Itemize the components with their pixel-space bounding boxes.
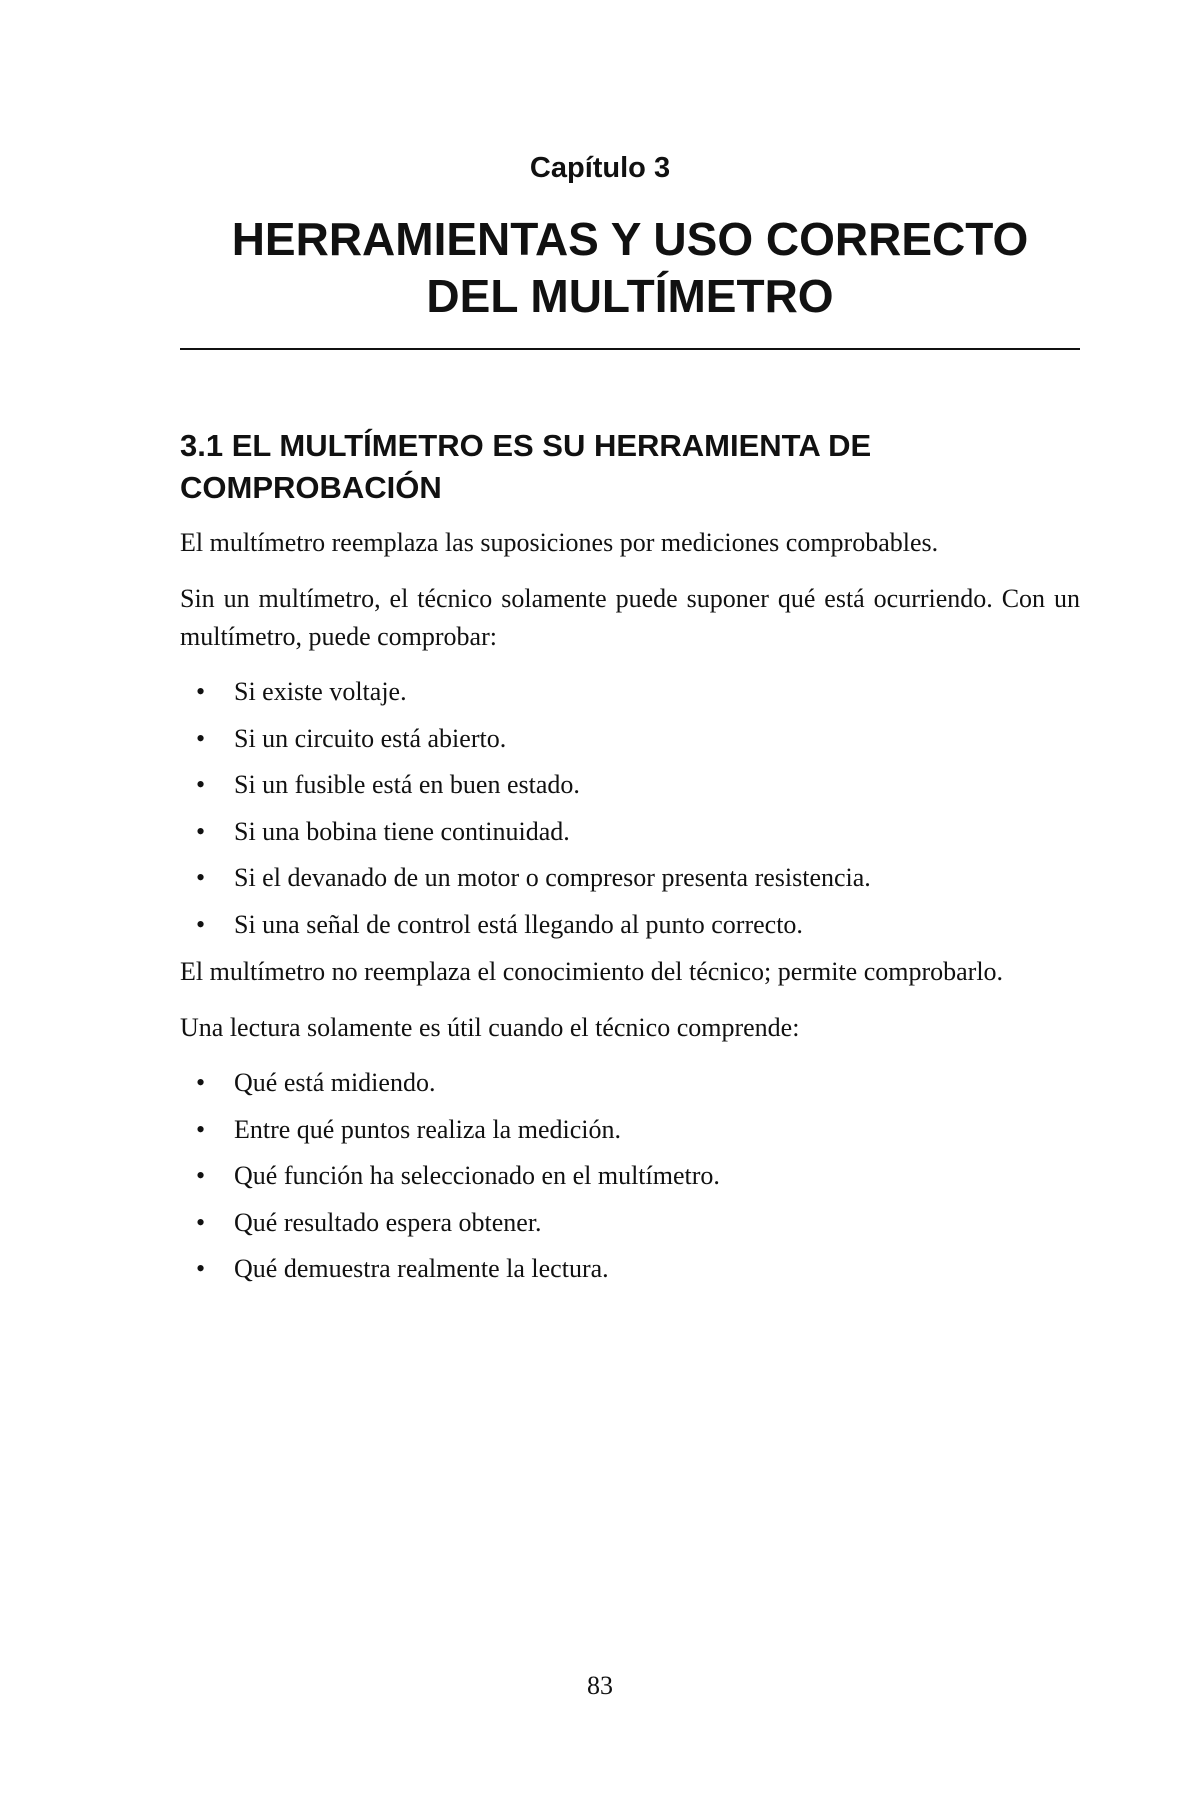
bullet-icon: • — [196, 909, 206, 939]
bullet-icon: • — [196, 770, 206, 799]
list-item — [180, 1251, 1080, 1287]
bullet-icon: • — [196, 863, 206, 892]
list-item-text: Si una bobina tiene continuidad. — [234, 816, 570, 846]
list-item — [180, 907, 1080, 943]
list-item — [180, 1112, 1080, 1148]
list-item-text: Qué resultado espera obtener. — [234, 1207, 542, 1237]
understanding-list — [180, 1065, 1080, 1287]
section-heading-line-1: 3.1 EL MULTÍMETRO ES SU HERRAMIENTA DE — [180, 428, 872, 463]
chapter-title-line-1: HERRAMIENTAS Y USO CORRECTO — [231, 213, 1029, 265]
list-item-text: Qué está midiendo. — [234, 1068, 436, 1097]
list-item — [180, 1205, 1080, 1241]
chapter-title-line-2: DEL MULTÍMETRO — [426, 270, 834, 322]
list-item — [180, 721, 1080, 757]
list-item-text: Qué demuestra realmente la lectura. — [234, 1254, 609, 1283]
list-item-text: Si un circuito está abierto. — [234, 723, 507, 753]
list-item-text: Qué función ha seleccionado en el multímetro. — [234, 1161, 720, 1190]
bullet-icon: • — [196, 1254, 206, 1283]
list-item-text: Si existe voltaje. — [234, 677, 407, 706]
list-item-text: Si un fusible está en buen estado. — [234, 770, 580, 799]
list-item — [180, 767, 1080, 803]
list-item — [180, 814, 1080, 850]
list-item — [180, 1158, 1080, 1194]
list-item — [180, 1065, 1080, 1101]
paragraph-4: Una lectura solamente es útil cuando el técnico comprende: — [180, 1013, 800, 1042]
section-heading — [180, 425, 1080, 509]
bullet-icon: • — [196, 677, 206, 706]
paragraph-3: El multímetro no reemplaza el conocimiento del técnico; permite comprobarlo. — [180, 957, 1004, 986]
chapter-title — [180, 211, 1080, 325]
section-heading-line-2: COMPROBACIÓN — [180, 470, 442, 505]
bullet-icon: • — [196, 1068, 206, 1097]
bullet-icon: • — [196, 723, 206, 753]
checks-list — [180, 674, 1080, 943]
list-item — [180, 674, 1080, 710]
bullet-icon: • — [196, 1161, 206, 1190]
title-divider — [180, 348, 1080, 350]
list-item-text: Entre qué puntos realiza la medición. — [234, 1114, 621, 1144]
page-number: 83 — [587, 1671, 613, 1700]
paragraph-1: El multímetro reemplaza las suposiciones por mediciones comprobables. — [180, 528, 939, 557]
list-item — [180, 860, 1080, 896]
paragraph-2: Sin un multímetro, el técnico solamente puede suponer qué está ocurriendo. Con un multímetro, puede comprobar: — [180, 584, 1080, 651]
chapter-label: Capítulo 3 — [529, 152, 671, 184]
section-content — [180, 425, 1080, 1298]
bullet-icon: • — [196, 1207, 206, 1237]
list-item-text: Si una señal de control está llegando al punto correcto. — [234, 909, 803, 939]
bullet-icon: • — [196, 816, 206, 846]
bullet-icon: • — [196, 1114, 206, 1144]
list-item-text: Si el devanado de un motor o compresor presenta resistencia. — [234, 863, 871, 892]
